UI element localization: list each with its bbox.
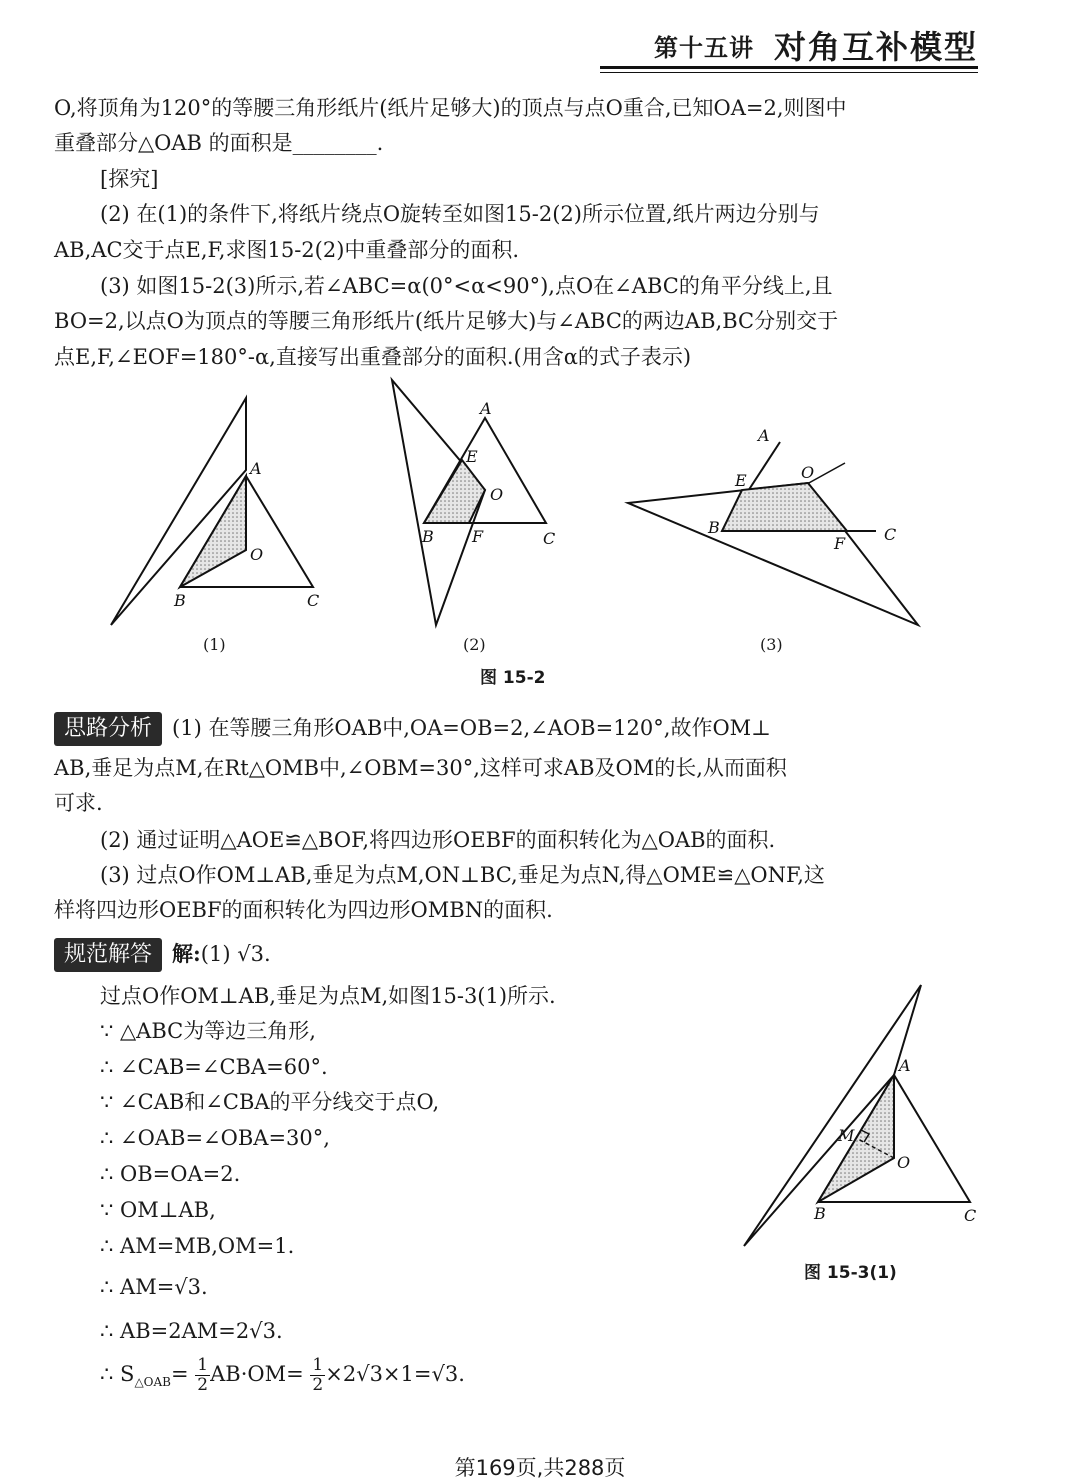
problem-line-2: 重叠部分△OAB 的面积是________. xyxy=(54,131,384,155)
label-a: A xyxy=(758,426,770,445)
label-a: A xyxy=(250,459,262,478)
solution-step: ∴ ∠CAB=∠CBA=60°. xyxy=(100,1055,328,1079)
subfigure-2 xyxy=(392,380,555,625)
label-o: O xyxy=(490,485,504,504)
fraction-half xyxy=(195,1356,210,1395)
figure-15-3-caption: 图 15-3(1) xyxy=(804,1263,897,1283)
label-o: O xyxy=(250,545,264,564)
fraction-numerator: 1 xyxy=(312,1355,324,1375)
label-e: E xyxy=(466,447,478,466)
label-b: B xyxy=(422,527,434,546)
label-c: C xyxy=(307,591,320,610)
label-b: B xyxy=(708,518,720,537)
solution-step: ∵ OM⊥AB, xyxy=(100,1198,216,1222)
analysis-3-line-1: (3) 过点O作OM⊥AB,垂足为点M,ON⊥BC,垂足为点N,得△OME≌△ONF,这 xyxy=(100,863,825,887)
part3-line-3: 点E,F,∠EOF=180°-α,直接写出重叠部分的面积.(用含α的式子表示) xyxy=(54,345,692,369)
figure-15-2-caption: 图 15-2 xyxy=(480,668,546,688)
part3-line-2: BO=2,以点O为顶点的等腰三角形纸片(纸片足够大)与∠ABC的两边AB,BC分别交于 xyxy=(54,309,839,333)
label-m: M xyxy=(838,1126,855,1145)
label-c: C xyxy=(884,525,897,544)
label-o: O xyxy=(897,1153,911,1172)
lecture-topic: 对角互补模型 xyxy=(773,28,978,66)
solution-label: 解: xyxy=(172,941,201,966)
subfigure-1 xyxy=(111,398,319,625)
subfigure-1-label: (1) xyxy=(203,635,226,654)
label-a: A xyxy=(480,399,492,418)
area-tail: ×2√3×1=√3. xyxy=(325,1362,465,1386)
subfigure-3-label: (3) xyxy=(760,635,783,654)
analysis-badge: 思路分析 xyxy=(54,712,162,746)
solution-badge: 规范解答 xyxy=(54,938,162,972)
figure-15-3-1 xyxy=(744,985,976,1246)
label-a: A xyxy=(899,1056,911,1075)
label-f: F xyxy=(834,534,846,553)
solution-step: ∴ AM=MB,OM=1. xyxy=(100,1234,295,1258)
analysis-2: (2) 通过证明△AOE≌△BOF,将四边形OEBF的面积转化为△OAB的面积. xyxy=(100,828,776,852)
page-footer: 第169页,共288页 xyxy=(454,1456,626,1480)
fraction-numerator: 1 xyxy=(197,1355,209,1375)
lecture-number: 第十五讲 xyxy=(654,34,754,62)
label-c: C xyxy=(543,529,556,548)
solution-step: ∴ OB=OA=2. xyxy=(100,1162,241,1186)
area-prefix: ∴ S xyxy=(100,1362,135,1386)
solution-step: ∵ ∠CAB和∠CBA的平分线交于点O, xyxy=(100,1090,440,1114)
solution-step: ∴ ∠OAB=∠OBA=30°, xyxy=(100,1126,330,1150)
part2-line-2: AB,AC交于点E,F,求图15-2(2)中重叠部分的面积. xyxy=(54,238,520,262)
label-e: E xyxy=(735,471,747,490)
analysis-line-2: AB,垂足为点M,在Rt△OMB中,∠OBM=30°,这样可求AB及OM的长,从而面积 xyxy=(54,756,787,780)
analysis-3-line-2: 样将四边形OEBF的面积转化为四边形OMBN的面积. xyxy=(54,898,553,922)
subfigure-2-label: (2) xyxy=(463,635,486,654)
label-b: B xyxy=(814,1204,826,1223)
solution-area-formula xyxy=(100,1352,465,1404)
analysis-line-3: 可求. xyxy=(54,791,103,815)
area-mid: AB·OM= xyxy=(210,1362,304,1386)
subfigure-3 xyxy=(628,426,918,625)
solution-step: ∴ AM=√3. xyxy=(100,1275,208,1299)
problem-line-1: O,将顶角为120°的等腰三角形纸片(纸片足够大)的顶点与点O重合,已知OA=2,则图中 xyxy=(54,96,847,120)
fraction-denominator: 2 xyxy=(197,1375,209,1395)
area-eq: = xyxy=(171,1362,189,1386)
solution-header xyxy=(54,938,271,972)
part3-line-1: (3) 如图15-2(3)所示,若∠ABC=α(0°<α<90°),点O在∠ABC的角平分线上,且 xyxy=(100,274,833,298)
label-f: F xyxy=(472,527,484,546)
solution-step: ∵ △ABC为等边三角形, xyxy=(100,1019,316,1043)
analysis-1-text: (1) 在等腰三角形OAB中,OA=OB=2,∠AOB=120°,故作OM⊥ xyxy=(172,716,771,740)
solution-answer: (1) √3. xyxy=(200,942,271,966)
label-b: B xyxy=(174,591,186,610)
area-subscript: △OAB xyxy=(134,1375,171,1390)
analysis-line-1 xyxy=(54,712,771,746)
explore-heading: [探究] xyxy=(100,167,159,191)
solution-step: 过点O作OM⊥AB,垂足为点M,如图15-3(1)所示. xyxy=(100,984,556,1008)
part2-line-1: (2) 在(1)的条件下,将纸片绕点O旋转至如图15-2(2)所示位置,纸片两边分别与 xyxy=(100,202,820,226)
label-c: C xyxy=(964,1206,977,1225)
fraction-half xyxy=(310,1356,325,1395)
fraction-denominator: 2 xyxy=(312,1375,324,1395)
solution-step: ∴ AB=2AM=2√3. xyxy=(100,1319,283,1343)
label-o: O xyxy=(801,463,815,482)
